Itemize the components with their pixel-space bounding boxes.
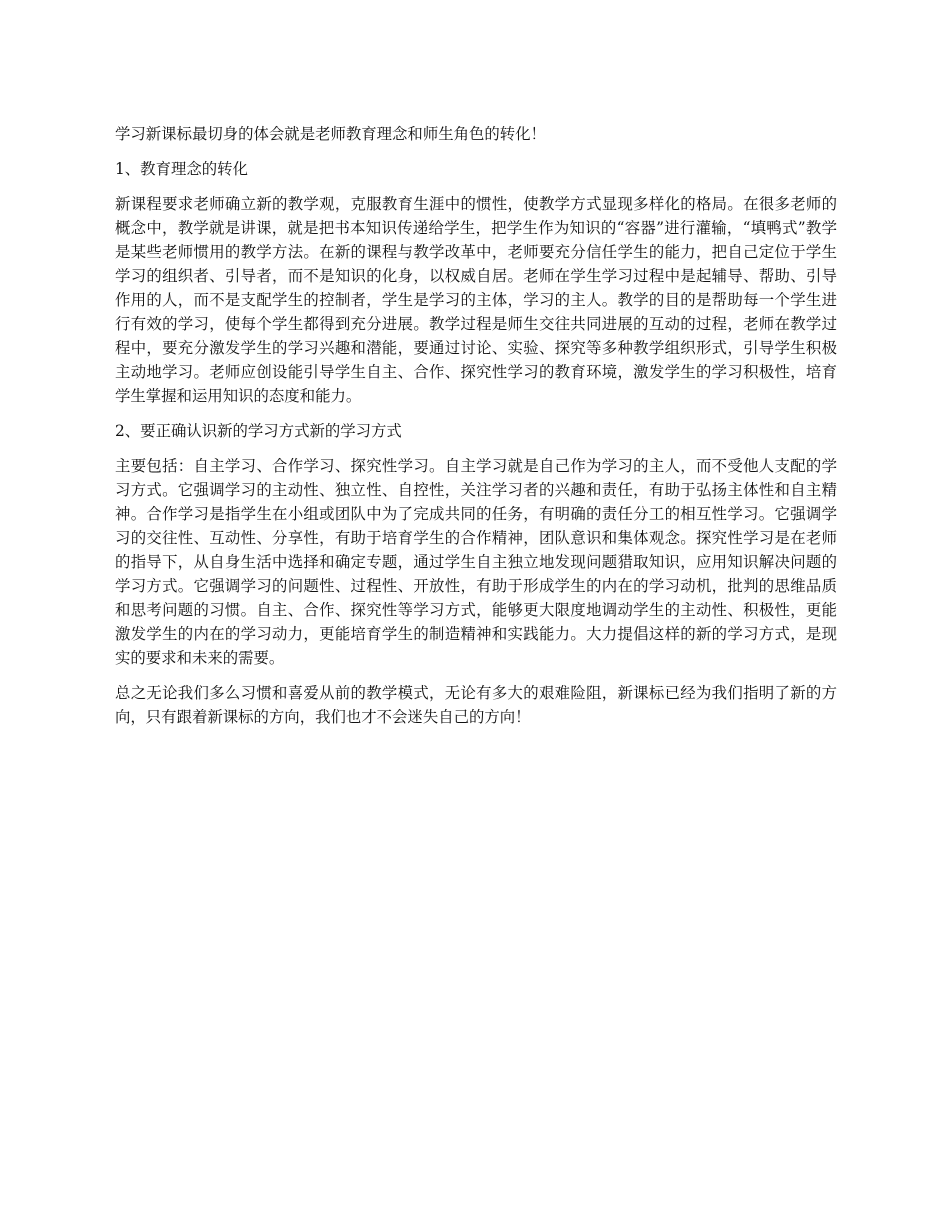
section-2-heading: 2、要正确认识新的学习方式新的学习方式 bbox=[115, 422, 402, 440]
section-1-heading: 1、教育理念的转化 bbox=[115, 160, 248, 178]
section-2-paragraph: 主要包括：自主学习、合作学习、探究性学习。自主学习就是自己作为学习的主人，而不受他人支配的学习方式。它强调学习的主动性、独立性、自控性，关注学习者的兴趣和责任，有助于弘扬主体性和自主精神。合作学习是指学生在小组或团队中为了完成共同的任务，有明确的责任分工的相互性学习。它强调学习的交往性、互动性、分享性，有助于培育学生的合作精神，团队意识和集体观念。探究性学习是在老师的指导下，从自身生活中选择和确定专题，通过学生自主独立地发现问题猎取知识，应用知识解决问题的学习方式。它强调学习的问题性、过程性、开放性，有助于形成学生的内在的学习动机，批判的思维品质和思考问题的习惯。自主、合作、探究性等学习方式，能够更大限度地调动学生的主动性、积极性，更能激发学生的内在的学习动力，更能培育学生的制造精神和实践能力。大力提倡这样的新的学习方式，是现实的要求和未来的需要。 bbox=[115, 457, 837, 667]
conclusion-paragraph: 总之无论我们多么习惯和喜爱从前的教学模式，无论有多大的艰难险阻，新课标已经为我们指明了新的方向，只有跟着新课标的方向，我们也才不会迷失自己的方向！ bbox=[115, 684, 837, 726]
section-1-paragraph: 新课程要求老师确立新的教学观，克服教育生涯中的惯性，使教学方式显现多样化的格局。在很多老师的概念中，教学就是讲课，就是把书本知识传递给学生，把学生作为知识的“容器”进行灌输，“填鸭式”教学是某些老师惯用的教学方法。在新的课程与教学改革中，老师要充分信任学生的能力，把自己定位于学生学习的组织者、引导者，而不是知识的化身，以权威自居。老师在学生学习过程中是起辅导、帮助、引导作用的人，而不是支配学生的控制者，学生是学习的主体，学习的主人。教学的目的是帮助每一个学生进行有效的学习，使每个学生都得到充分进展。教学过程是师生交往共同进展的互动的过程，老师在教学过程中，要充分激发学生的学习兴趣和潜能，要通过讨论、实验、探究等多种教学组织形式，引导学生积极主动地学习。老师应创设能引导学生自主、合作、探究性学习的教育环境，激发学生的学习积极性，培育学生掌握和运用知识的态度和能力。 bbox=[115, 195, 837, 405]
document-body bbox=[115, 122, 837, 740]
intro-paragraph: 学习新课标最切身的体会就是老师教育理念和师生角色的转化！ bbox=[115, 125, 546, 143]
